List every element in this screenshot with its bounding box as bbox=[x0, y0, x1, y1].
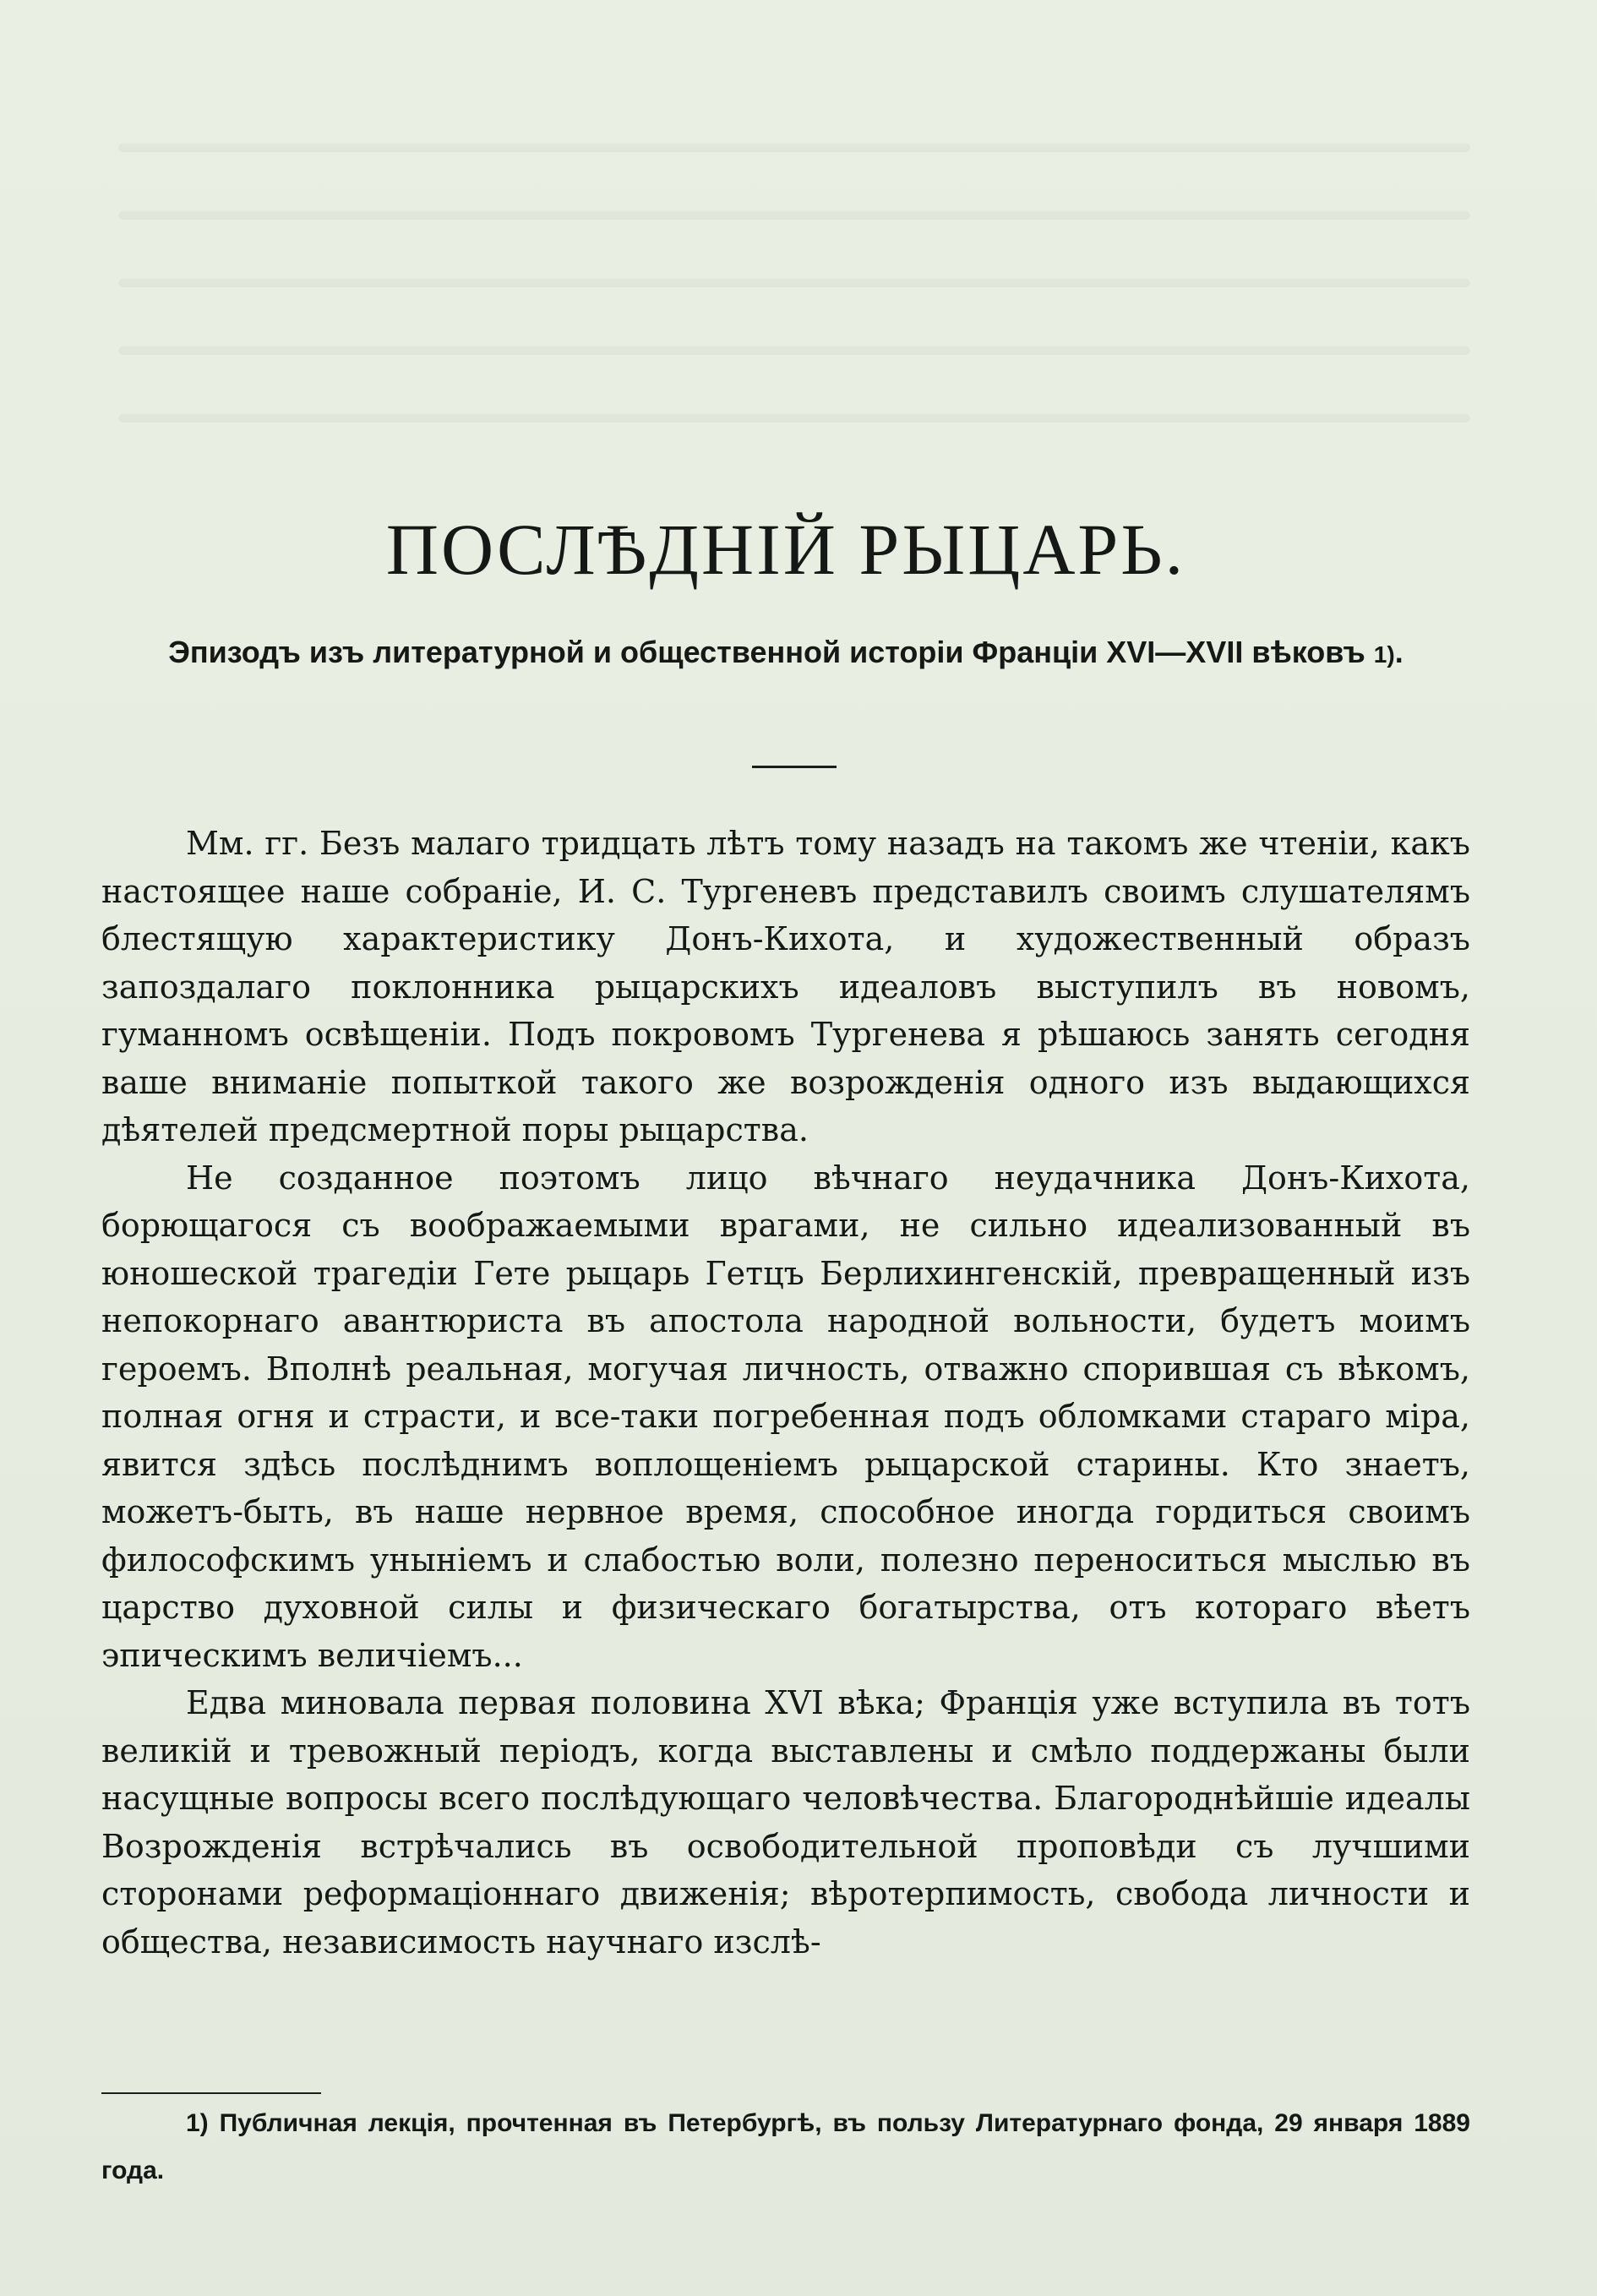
show-through-band bbox=[118, 279, 1470, 287]
title-divider bbox=[752, 766, 837, 768]
article-body bbox=[101, 820, 1470, 1966]
footnote-divider bbox=[101, 2092, 321, 2094]
show-through-band bbox=[118, 211, 1470, 220]
show-through-band bbox=[118, 144, 1470, 152]
article-title: ПОСЛѢДНІЙ РЫЦАРЬ. bbox=[385, 509, 1186, 590]
body-paragraph-3: Едва миновала первая половина XVI вѣка; Франція уже вступила въ тотъ великій и тревожный періодъ, когда выставлены и смѣло поддержаны были насущные вопросы всего послѣдующаго человѣчества. Благороднѣйшіе идеалы Возрожденія встрѣчались въ освободительной проповѣди съ лучшими сторонами реформаціоннаго движенія; вѣротерпимость, свобода личности и общества, независимость научнаго изслѣ- bbox=[101, 1684, 1470, 1961]
article-subtitle bbox=[101, 625, 1470, 682]
show-through-band bbox=[118, 346, 1470, 355]
show-through-band bbox=[118, 414, 1470, 423]
footnote-text: 1) Публичная лекція, прочтенная въ Петербургѣ, въ пользу Литературнаго фонда, 29 января 1889 года. bbox=[101, 2109, 1470, 2184]
footnote-marker: 1) bbox=[1373, 641, 1395, 668]
body-paragraph-2: Не созданное поэтомъ лицо вѣчнаго неудачника Донъ-Кихота, борющагося съ воображаемыми врагами, не сильно идеализованный въ юношеской трагедіи Гете рыцарь Гетцъ Берлихингенскій, превращенный изъ непокорнаго авантюриста въ апостола народной вольности, будетъ моимъ героемъ. Вполнѣ реальная, могучая личность, отважно спорившая съ вѣкомъ, полная огня и страсти, и все-таки погребенная подъ обломками стараго міра, явится здѣсь послѣднимъ воплощеніемъ рыцарской старины. Кто знаетъ, можетъ-быть, въ наше нервное время, способное иногда гордиться своимъ философскимъ уныніемъ и слабостью воли, полезно переноситься мыслью въ царство духовной силы и физическаго богатырства, отъ котораго вѣетъ эпическимъ величіемъ... bbox=[101, 1159, 1470, 1674]
body-paragraph-1: Мм. гг. Безъ малаго тридцать лѣтъ тому назадъ на такомъ же чтеніи, какъ настоящее наше собраніе, И. С. Тургеневъ представилъ своимъ слушателямъ блестящую характеристику Донъ-Кихота, и художественный образъ запоздалаго поклонника рыцарскихъ идеаловъ выступилъ въ новомъ, гуманномъ освѣщеніи. Подъ покровомъ Тургенева я рѣшаюсь занять сегодня ваше вниманіе попыткой такого же возрожденія одного изъ выдающихся дѣятелей предсмертной поры рыцарства. bbox=[101, 825, 1470, 1148]
subtitle-period: . bbox=[1394, 635, 1404, 669]
subtitle-text: Эпизодъ изъ литературной и общественной исторіи Франціи XVI—XVII вѣковъ bbox=[168, 635, 1365, 669]
